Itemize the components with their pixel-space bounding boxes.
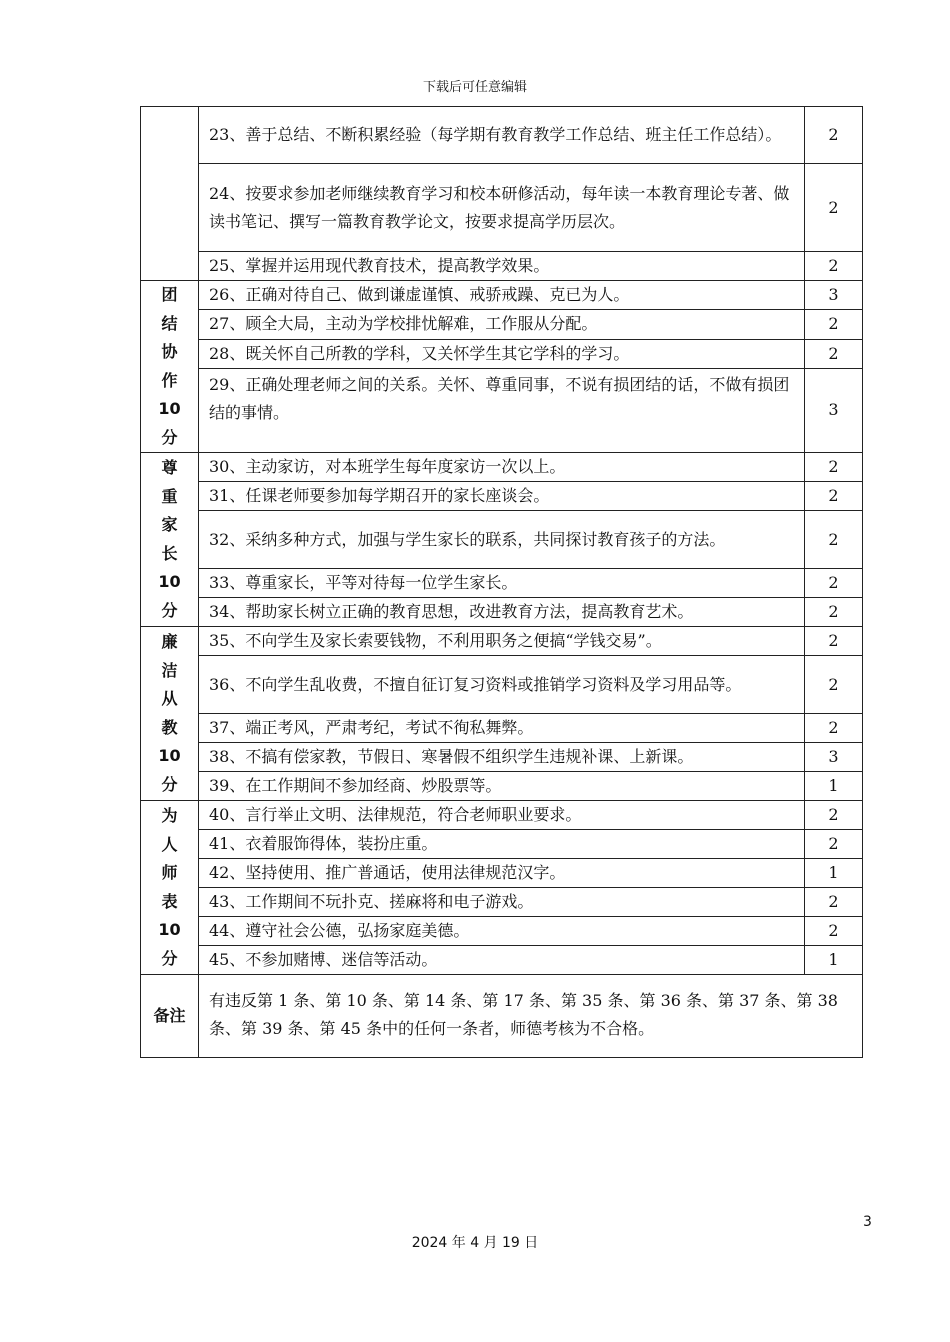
category-char: 作 — [161, 370, 178, 390]
table-row — [141, 281, 863, 310]
table-row — [141, 830, 863, 859]
item-text: 24、按要求参加老师继续教育学习和校本研修活动，每年读一本教育理论专著、做读书笔记、撰写一篇教育教学论文，按要求提高学历层次。 — [199, 164, 805, 252]
item-score: 1 — [805, 772, 863, 801]
table-row — [141, 714, 863, 743]
item-text: 26、正确对待自己、做到谦虚谨慎、戒骄戒躁、克已为人。 — [199, 281, 805, 310]
remarks-row — [141, 975, 863, 1058]
category-char: 洁 — [161, 660, 178, 680]
table-row — [141, 917, 863, 946]
item-score: 2 — [805, 656, 863, 714]
item-score: 3 — [805, 281, 863, 310]
item-score: 1 — [805, 946, 863, 975]
table-row — [141, 482, 863, 511]
table-row — [141, 772, 863, 801]
item-text: 23、善于总结、不断积累经验（每学期有教育教学工作总结、班主任工作总结）。 — [199, 107, 805, 164]
category-char: 表 — [161, 891, 178, 911]
category-char: 分 — [161, 427, 178, 447]
item-score: 2 — [805, 714, 863, 743]
item-text: 41、衣着服饰得体，装扮庄重。 — [199, 830, 805, 859]
item-text: 29、正确处理老师之间的关系。关怀、尊重同事，不说有损团结的话，不做有损团结的事情。 — [199, 368, 805, 452]
table-row — [141, 453, 863, 482]
category-char: 10 — [158, 572, 181, 591]
item-text: 40、言行举止文明、法律规范，符合老师职业要求。 — [199, 801, 805, 830]
remarks-text: 有违反第 1 条、第 10 条、第 14 条、第 17 条、第 35 条、第 36 条、第 37 条、第 38 条、第 39 条、第 45 条中的任何一条者，师德考核为不合格。 — [199, 975, 863, 1058]
table-row — [141, 339, 863, 368]
category-char: 团 — [161, 285, 178, 304]
category-char: 10 — [158, 920, 181, 939]
category-char: 为 — [161, 806, 178, 825]
category-char: 教 — [161, 717, 178, 737]
item-score: 2 — [805, 801, 863, 830]
item-text: 39、在工作期间不参加经商、炒股票等。 — [199, 772, 805, 801]
item-score: 2 — [805, 164, 863, 252]
remarks-label: 备注 — [141, 975, 199, 1058]
item-text: 35、不向学生及家长索要钱物，不利用职务之便搞“学钱交易”。 — [199, 627, 805, 656]
item-text: 43、工作期间不玩扑克、搓麻将和电子游戏。 — [199, 888, 805, 917]
category-char: 重 — [161, 486, 178, 506]
item-text: 37、端正考风，严肃考纪，考试不徇私舞弊。 — [199, 714, 805, 743]
table-row — [141, 598, 863, 627]
category-char: 家 — [161, 515, 178, 534]
item-text: 34、帮助家长树立正确的教育思想，改进教育方法，提高教育艺术。 — [199, 598, 805, 627]
item-score: 2 — [805, 830, 863, 859]
category-char: 人 — [161, 834, 178, 854]
table-row — [141, 946, 863, 975]
table-row — [141, 511, 863, 569]
item-text: 36、不向学生乱收费，不擅自征订复习资料或推销学习资料及学习用品等。 — [199, 656, 805, 714]
item-text: 25、掌握并运用现代教育技术，提高教学效果。 — [199, 252, 805, 281]
table-row — [141, 252, 863, 281]
item-text: 32、采纳多种方式，加强与学生家长的联系，共同探讨教育孩子的方法。 — [199, 511, 805, 569]
category-char: 从 — [161, 689, 178, 708]
item-score: 2 — [805, 310, 863, 339]
table-row — [141, 656, 863, 714]
page-header: 下载后可任意编辑 — [422, 80, 527, 95]
category-char: 尊 — [161, 458, 178, 477]
item-score: 3 — [805, 368, 863, 452]
table-row — [141, 743, 863, 772]
category-char: 廉 — [161, 632, 178, 651]
item-score: 2 — [805, 453, 863, 482]
category-char: 分 — [161, 600, 178, 620]
item-score: 2 — [805, 569, 863, 598]
category-integrity-teaching — [141, 627, 199, 801]
table-row — [141, 569, 863, 598]
category-char: 协 — [161, 342, 178, 361]
table-row — [141, 888, 863, 917]
category-role-model — [141, 801, 199, 975]
table-row — [141, 310, 863, 339]
category-char: 师 — [161, 863, 178, 882]
item-text: 33、尊重家长，平等对待每一位学生家长。 — [199, 569, 805, 598]
item-score: 2 — [805, 252, 863, 281]
item-text: 42、坚持使用、推广普通话，使用法律规范汉字。 — [199, 859, 805, 888]
item-text: 31、任课老师要参加每学期召开的家长座谈会。 — [199, 482, 805, 511]
category-char: 分 — [161, 948, 178, 968]
item-text: 28、既关怀自己所教的学科，又关怀学生其它学科的学习。 — [199, 339, 805, 368]
category-respect-parents — [141, 453, 199, 627]
item-text: 27、顾全大局，主动为学校排忧解难，工作服从分配。 — [199, 310, 805, 339]
table-row — [141, 801, 863, 830]
category-char: 10 — [158, 746, 181, 765]
table-row — [141, 627, 863, 656]
item-score: 2 — [805, 482, 863, 511]
item-score: 2 — [805, 511, 863, 569]
item-score: 2 — [805, 107, 863, 164]
item-text: 30、主动家访，对本班学生每年度家访一次以上。 — [199, 453, 805, 482]
item-score: 2 — [805, 627, 863, 656]
item-score: 2 — [805, 339, 863, 368]
table-row — [141, 859, 863, 888]
table-row — [141, 107, 863, 164]
category-char: 长 — [161, 543, 178, 563]
category-unity-cooperation — [141, 281, 199, 453]
item-score: 2 — [805, 598, 863, 627]
category-cell-continued — [141, 107, 199, 281]
item-score: 2 — [805, 917, 863, 946]
ethics-assessment-table — [140, 106, 863, 1058]
category-char: 10 — [158, 399, 181, 418]
table-row — [141, 368, 863, 452]
item-text: 44、遵守社会公德，弘扬家庭美德。 — [199, 917, 805, 946]
item-text: 38、不搞有偿家教，节假日、寒暑假不组织学生违规补课、上新课。 — [199, 743, 805, 772]
category-char: 结 — [161, 313, 178, 333]
page-number: 3 — [863, 1214, 872, 1230]
item-score: 2 — [805, 888, 863, 917]
category-char: 分 — [161, 774, 178, 794]
table-row — [141, 164, 863, 252]
item-score: 3 — [805, 743, 863, 772]
item-score: 1 — [805, 859, 863, 888]
footer-date: 2024 年 4 月 19 日 — [411, 1235, 539, 1251]
item-text: 45、不参加赌博、迷信等活动。 — [199, 946, 805, 975]
